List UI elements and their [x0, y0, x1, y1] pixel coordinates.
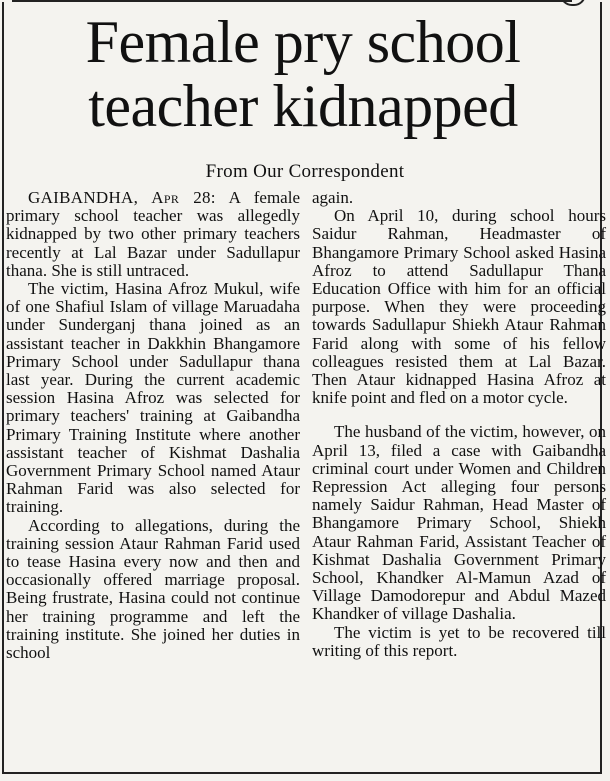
article-column-right: [312, 189, 606, 660]
article-paragraph: On April 10, during school hours Saidur Rahman, Headmaster of Bhangamore Primary School asked Hasina Afroz to attend Sadullapur Thana Education Office with him for an official purpose. When they were proceeding towards Sadullapur Shiekh Ataur Rahman Farid along with some of his fellow colleagues resisted them at Lal Bazar. Then Ataur kidnapped Hasina Afroz at knife point and fled on a motor cycle.: [312, 206, 606, 408]
dateline: GAIBANDHA, Apr 28:: [28, 188, 216, 207]
headline: [0, 10, 606, 138]
top-rule: [12, 0, 572, 5]
article-paragraph: According to allegations, during the training session Ataur Rahman Farid used to tease Hasina every now and then and occasionally offered marriage proposal. Being frustrate, Hasina could not continue her training programme and left the training institute. She joined her duties in school: [6, 515, 300, 663]
headline-line-2: teacher kidnapped: [88, 73, 518, 139]
article-paragraph: The victim, Hasina Afroz Mukul, wife of one Shafiul Islam of village Maruadaha under Sunderganj thana joined as an assistant teacher in Dakkhin Bhangamore Primary School under Sadullapur thana last year. During the current academic session Hasina Afroz was selected for primary teachers' training at Gaibandha Primary Training Institute where another assistant teacher of Kishmat Dashalia Government Primary School named Ataur Rahman Farid was also selected for training.: [6, 279, 300, 517]
article-paragraph: [6, 189, 300, 280]
paragraph-text: A female primary school teacher was allegedly kidnapped by two other primary teachers recently at Lal Bazar under Sadullapur thana. She is still untraced.: [6, 188, 300, 280]
article-paragraph: The husband of the victim, however, on April 13, filed a case with Gaibandha criminal court under Women and Children Repression Act alleging four persons namely Saidur Rahman, Head Master of Bhangamore Primary School, Shiekh Ataur Rahman Farid, Assistant Teacher of Kishmat Dashalia Government Primary School, Khandker Al-Mamun Azad of Village Damodorepur and Abdul Mazed Khandker of village Dashalia.: [312, 422, 606, 624]
byline: From Our Correspondent: [205, 161, 405, 182]
article-paragraph: again.: [312, 188, 354, 207]
headline-line-1: Female pry school: [85, 9, 521, 75]
article-column-left: [6, 189, 300, 662]
article-paragraph: The victim is yet to be recovered till writing of this report.: [312, 622, 606, 660]
